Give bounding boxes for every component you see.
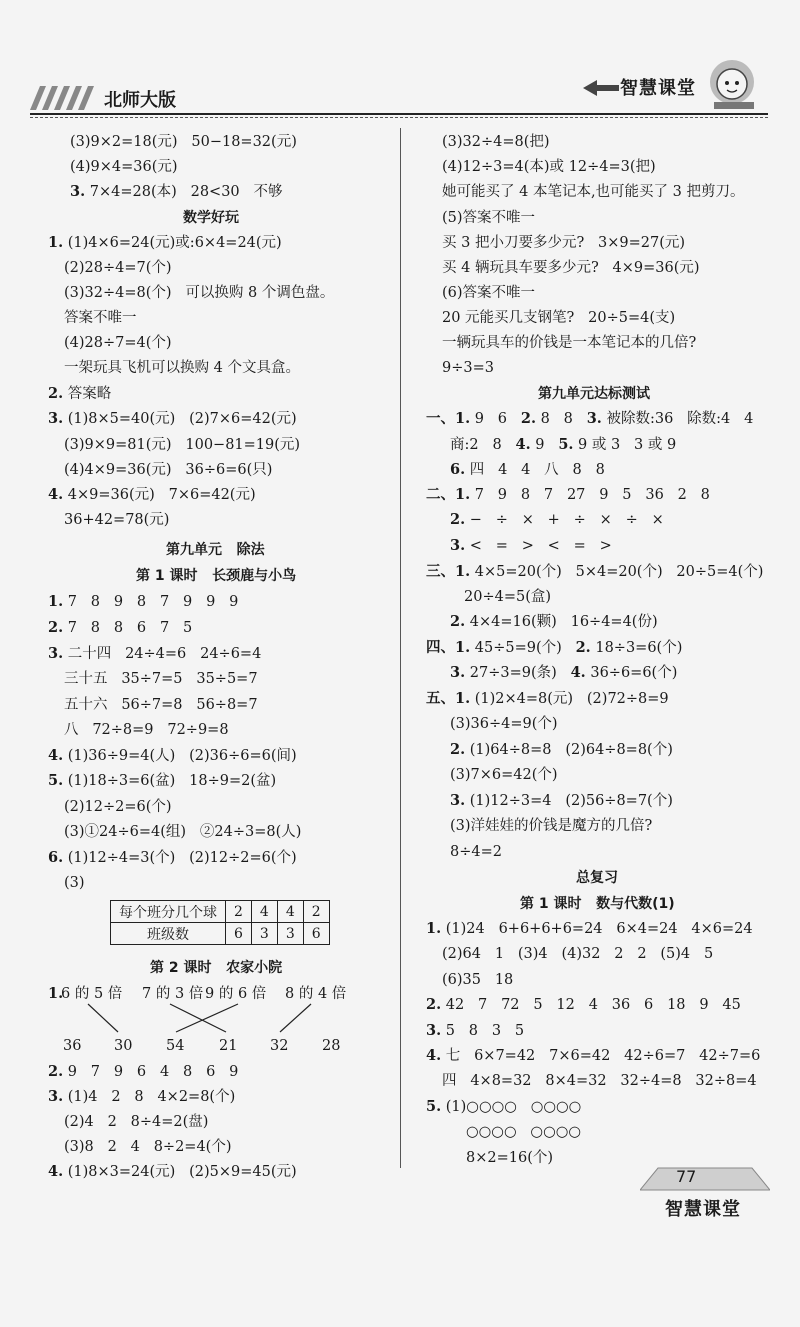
answer-text: (1)36÷9=4(人) (2)36÷6=6(间) — [63, 748, 297, 764]
question-number: 2. — [450, 511, 466, 528]
section-heading: 数学好玩 — [183, 210, 239, 226]
answer-line: (3)36÷4=9(个) — [450, 716, 558, 732]
girl-mascot-icon — [702, 58, 764, 110]
answer-line: 买 3 把小刀要多少元? 3×9=27(元) — [442, 235, 686, 251]
question-number: 五、1. — [426, 690, 471, 707]
answer-line: 答案不唯一 — [64, 310, 137, 326]
column-divider — [400, 128, 401, 1168]
answer-line: (3)8 2 4 8÷2=4(个) — [64, 1139, 232, 1155]
answer-line — [426, 562, 763, 582]
table-row — [111, 901, 330, 923]
answer-line: 8÷4=2 — [450, 844, 502, 860]
answer-line: (3)9×9=81(元) 100−81=19(元) — [64, 437, 301, 453]
answer-text: 36÷6=6(个) — [585, 665, 678, 681]
match-bottom-item: 30 — [114, 1038, 133, 1054]
answer-text: 7 9 8 7 27 9 5 36 2 8 — [470, 487, 710, 503]
answer-text: (1)24 6+6+6+6=24 6×4=24 4×6=24 — [441, 921, 753, 937]
answer-text: 9 7 9 6 4 8 6 9 — [63, 1064, 239, 1080]
table-cell-label: 班级数 — [111, 923, 226, 945]
answer-line: ○○○○ ○○○○ — [466, 1124, 582, 1140]
table-cell: 2 — [303, 901, 329, 923]
answer-text: 27÷3=9(条) — [465, 665, 571, 681]
answer-line — [426, 1046, 760, 1066]
answer-line — [426, 1097, 581, 1117]
answer-text: 4×5=20(个) 5×4=20(个) 20÷5=4(个) — [470, 564, 764, 580]
answer-text: 9 或 3 3 或 9 — [573, 437, 677, 453]
question-number: 1. — [48, 985, 64, 1002]
matching-lines — [48, 1002, 393, 1036]
match-top-item: 9 的 6 倍 — [205, 986, 267, 1002]
table-cell: 3 — [251, 923, 277, 945]
question-number: 3. — [48, 410, 64, 427]
page-number-tab — [640, 1166, 770, 1192]
answer-line: (3) — [64, 875, 85, 891]
answer-text: 4×4=16(颗) 16÷4=4(份) — [465, 614, 658, 630]
answer-line — [426, 919, 753, 939]
answer-line — [48, 1062, 238, 1082]
question-number: 2. — [48, 1063, 64, 1080]
table-cell: 4 — [251, 901, 277, 923]
answer-line: (3)①24÷6=4(组) ②24÷3=8(人) — [64, 824, 302, 840]
answer-line: (4)9×4=36(元) — [70, 159, 178, 175]
answer-text: (1)8×5=40(元) (2)7×6=42(元) — [63, 411, 297, 427]
answer-text: 7×4=28(本) 28<30 不够 — [85, 184, 283, 200]
answer-text: 4×9=36(元) 7×6=42(元) — [63, 487, 256, 503]
answer-line: 她可能买了 4 本笔记本,也可能买了 3 把剪刀。 — [442, 184, 745, 200]
question-number: 1. — [48, 593, 64, 610]
question-number: 3. — [48, 1088, 64, 1105]
edition-label: 北师大版 — [104, 90, 176, 111]
answer-line: (2)12÷2=6(个) — [64, 799, 172, 815]
question-number: 三、1. — [426, 563, 471, 580]
question-number: 5. — [48, 772, 64, 789]
answer-line: (3)洋娃娃的价钱是魔方的几倍? — [450, 818, 653, 834]
question-number: 2. — [426, 996, 442, 1013]
lesson-heading: 第 1 课时 数与代数(1) — [520, 896, 675, 912]
header-brand: 智慧课堂 — [620, 78, 696, 99]
header-stripes-decoration — [30, 86, 100, 112]
answer-line — [48, 233, 282, 253]
answer-line: (2)4 2 8÷4=2(盘) — [64, 1114, 209, 1130]
question-number: 4. — [48, 747, 64, 764]
answer-text: (1)64÷8=8 (2)64÷8=8(个) — [465, 742, 673, 758]
question-number: 4. — [48, 1163, 64, 1180]
answer-line: 8×2=16(个) — [466, 1150, 554, 1166]
answer-text: (1)12÷3=4 (2)56÷8=7(个) — [465, 793, 673, 809]
answer-text: (1)4×6=24(元)或:6×4=24(元) — [63, 235, 282, 251]
answer-line: (6)答案不唯一 — [442, 285, 536, 301]
question-number: 2. — [48, 385, 64, 402]
match-top-item: 6 的 5 倍 — [61, 986, 123, 1002]
answer-text: 5 8 3 5 — [441, 1023, 525, 1039]
question-number: 5. — [426, 1098, 442, 1115]
lesson-heading: 第 2 课时 农家小院 — [150, 960, 283, 976]
answer-line — [48, 771, 276, 791]
answer-line: (5)答案不唯一 — [442, 210, 536, 226]
question-number: 3. — [586, 410, 602, 427]
answer-text: 商:2 8 — [450, 437, 516, 453]
question-number: 四、1. — [426, 639, 471, 656]
answer-line — [48, 485, 256, 505]
header-rule — [30, 113, 768, 115]
answer-line: (2)64 1 (3)4 (4)32 2 2 (5)4 5 — [442, 946, 714, 962]
answer-line — [450, 510, 664, 530]
question-number: 3. — [426, 1022, 442, 1039]
answer-line: (3)7×6=42(个) — [450, 767, 558, 783]
answer-line — [450, 612, 658, 632]
answer-text: 七 6×7=42 7×6=42 42÷6=7 42÷7=6 — [441, 1048, 761, 1064]
match-bottom-item: 54 — [166, 1038, 185, 1054]
answer-line — [426, 995, 741, 1015]
table-row — [111, 923, 330, 945]
question-number: 6. — [450, 461, 466, 478]
question-number: 3. — [450, 792, 466, 809]
table-cell: 4 — [277, 901, 303, 923]
answer-text: − ÷ × + ÷ × ÷ × — [465, 512, 664, 528]
answer-text: (1)4 2 8 4×2=8(个) — [63, 1089, 236, 1105]
answer-line — [70, 182, 282, 202]
table-cell: 6 — [303, 923, 329, 945]
question-number: 3. — [450, 664, 466, 681]
answer-line: 36+42=78(元) — [64, 512, 170, 528]
answer-line — [450, 536, 612, 556]
answer-line — [450, 460, 605, 480]
question-number: 6. — [48, 849, 64, 866]
match-bottom-item: 32 — [270, 1038, 289, 1054]
answer-line — [48, 1087, 235, 1107]
answer-line: (4)4×9=36(元) 36÷6=6(只) — [64, 462, 273, 478]
answer-line: 20÷4=5(盒) — [464, 589, 552, 605]
answer-line: (4)12÷3=4(本)或 12÷4=3(把) — [442, 159, 656, 175]
lesson-heading: 第 1 课时 长颈鹿与小鸟 — [136, 568, 297, 584]
answer-text: 42 7 72 5 12 4 36 6 18 9 45 — [441, 997, 741, 1013]
table-cell-label: 每个班分几个球 — [111, 901, 226, 923]
answer-line: 20 元能买几支钢笔? 20÷5=4(支) — [442, 310, 676, 326]
question-number: 1. — [426, 920, 442, 937]
answer-line — [450, 435, 676, 455]
answer-line — [48, 848, 297, 868]
question-number: 2. — [450, 741, 466, 758]
answer-text: (1)18÷3=6(盆) 18÷9=2(盆) — [63, 773, 277, 789]
question-number: 1. — [48, 234, 64, 251]
answer-line: 买 4 辆玩具车要多少元? 4×9=36(元) — [442, 260, 700, 276]
unit-heading: 第九单元 除法 — [166, 542, 265, 558]
answer-text: 7 8 9 8 7 9 9 9 — [63, 594, 239, 610]
answer-line — [426, 638, 682, 658]
answer-text: 9 6 — [470, 411, 521, 427]
answer-text: 45÷5=9(个) — [470, 640, 576, 656]
answer-text: (1)12÷4=3(个) (2)12÷2=6(个) — [63, 850, 297, 866]
answer-line: 三十五 35÷7=5 35÷5=7 — [64, 671, 258, 687]
table-cell: 6 — [226, 923, 252, 945]
answer-line — [48, 409, 297, 429]
answer-text: (1)○○○○ ○○○○ — [441, 1099, 582, 1115]
question-number: 2. — [450, 613, 466, 630]
answer-line: (2)28÷4=7(个) — [64, 260, 172, 276]
answer-line: (3)32÷4=8(个) 可以换购 8 个调色盘。 — [64, 285, 335, 301]
match-bottom-item: 36 — [63, 1038, 82, 1054]
answer-line — [426, 1021, 524, 1041]
table-cell: 3 — [277, 923, 303, 945]
answer-text: 18÷3=6(个) — [590, 640, 683, 656]
answer-line: 9÷3=3 — [442, 360, 494, 376]
answer-line: 八 72÷8=9 72÷9=8 — [64, 722, 229, 738]
answer-text: 四 4 4 八 8 8 — [465, 462, 605, 478]
answer-text: 9 — [530, 437, 559, 453]
question-number: 4. — [48, 486, 64, 503]
answer-text: 8 8 — [536, 411, 587, 427]
review-heading: 总复习 — [576, 870, 618, 886]
answer-line: 四 4×8=32 8×4=32 32÷4=8 32÷8=4 — [442, 1073, 757, 1089]
answer-line: (3)32÷4=8(把) — [442, 134, 550, 150]
answer-text: (1)2×4=8(元) (2)72÷8=9 — [470, 691, 669, 707]
answer-line: 一辆玩具车的价钱是一本笔记本的几倍? — [442, 335, 697, 351]
answer-line: (3)9×2=18(元) 50−18=32(元) — [70, 134, 297, 150]
question-number: 3. — [450, 537, 466, 554]
footer-brand: 智慧课堂 — [665, 1199, 741, 1220]
question-number: 3. — [70, 183, 86, 200]
answer-line: (4)28÷7=4(个) — [64, 335, 172, 351]
header-dashed-rule — [30, 117, 768, 118]
answer-line — [450, 791, 673, 811]
answer-line — [426, 485, 710, 505]
answer-line — [450, 663, 677, 683]
answer-line — [450, 740, 673, 760]
table-cell: 2 — [226, 901, 252, 923]
question-number: 2. — [575, 639, 591, 656]
answer-line: 一架玩具飞机可以换购 4 个文具盒。 — [64, 360, 300, 376]
answer-line: (6)35 18 — [442, 972, 514, 988]
question-number: 二、1. — [426, 486, 471, 503]
question-number: 2. — [520, 410, 536, 427]
match-top-item: 7 的 3 倍 — [142, 986, 204, 1002]
answer-line — [426, 409, 753, 429]
question-number: 2. — [48, 619, 64, 636]
match-bottom-item: 21 — [219, 1038, 238, 1054]
answer-line — [48, 746, 297, 766]
answer-line — [48, 1162, 297, 1182]
question-number: 一、1. — [426, 410, 471, 427]
answer-line — [48, 644, 261, 664]
answer-text: < = > < = > — [465, 538, 612, 554]
arrow-icon — [583, 80, 619, 96]
question-number: 4. — [515, 436, 531, 453]
answer-text: 7 8 8 6 7 5 — [63, 620, 193, 636]
answer-text: (1)8×3=24(元) (2)5×9=45(元) — [63, 1164, 297, 1180]
answer-line — [48, 592, 238, 612]
question-number: 3. — [48, 645, 64, 662]
answer-text: 答案略 — [63, 386, 112, 402]
question-number: 5. — [558, 436, 574, 453]
question-number: 4. — [426, 1047, 442, 1064]
answer-text: 被除数:36 除数:4 4 — [601, 411, 754, 427]
page-number: 77 — [676, 1167, 697, 1186]
match-bottom-item: 28 — [322, 1038, 341, 1054]
test-heading: 第九单元达标测试 — [538, 386, 650, 402]
answer-line — [48, 384, 111, 404]
match-top-item: 8 的 4 倍 — [285, 986, 347, 1002]
answer-line — [426, 689, 669, 709]
balls-table — [110, 900, 330, 945]
question-number: 4. — [570, 664, 586, 681]
answer-line: 五十六 56÷7=8 56÷8=7 — [64, 697, 258, 713]
answer-text: 二十四 24÷4=6 24÷6=4 — [63, 646, 262, 662]
answer-line — [48, 618, 192, 638]
